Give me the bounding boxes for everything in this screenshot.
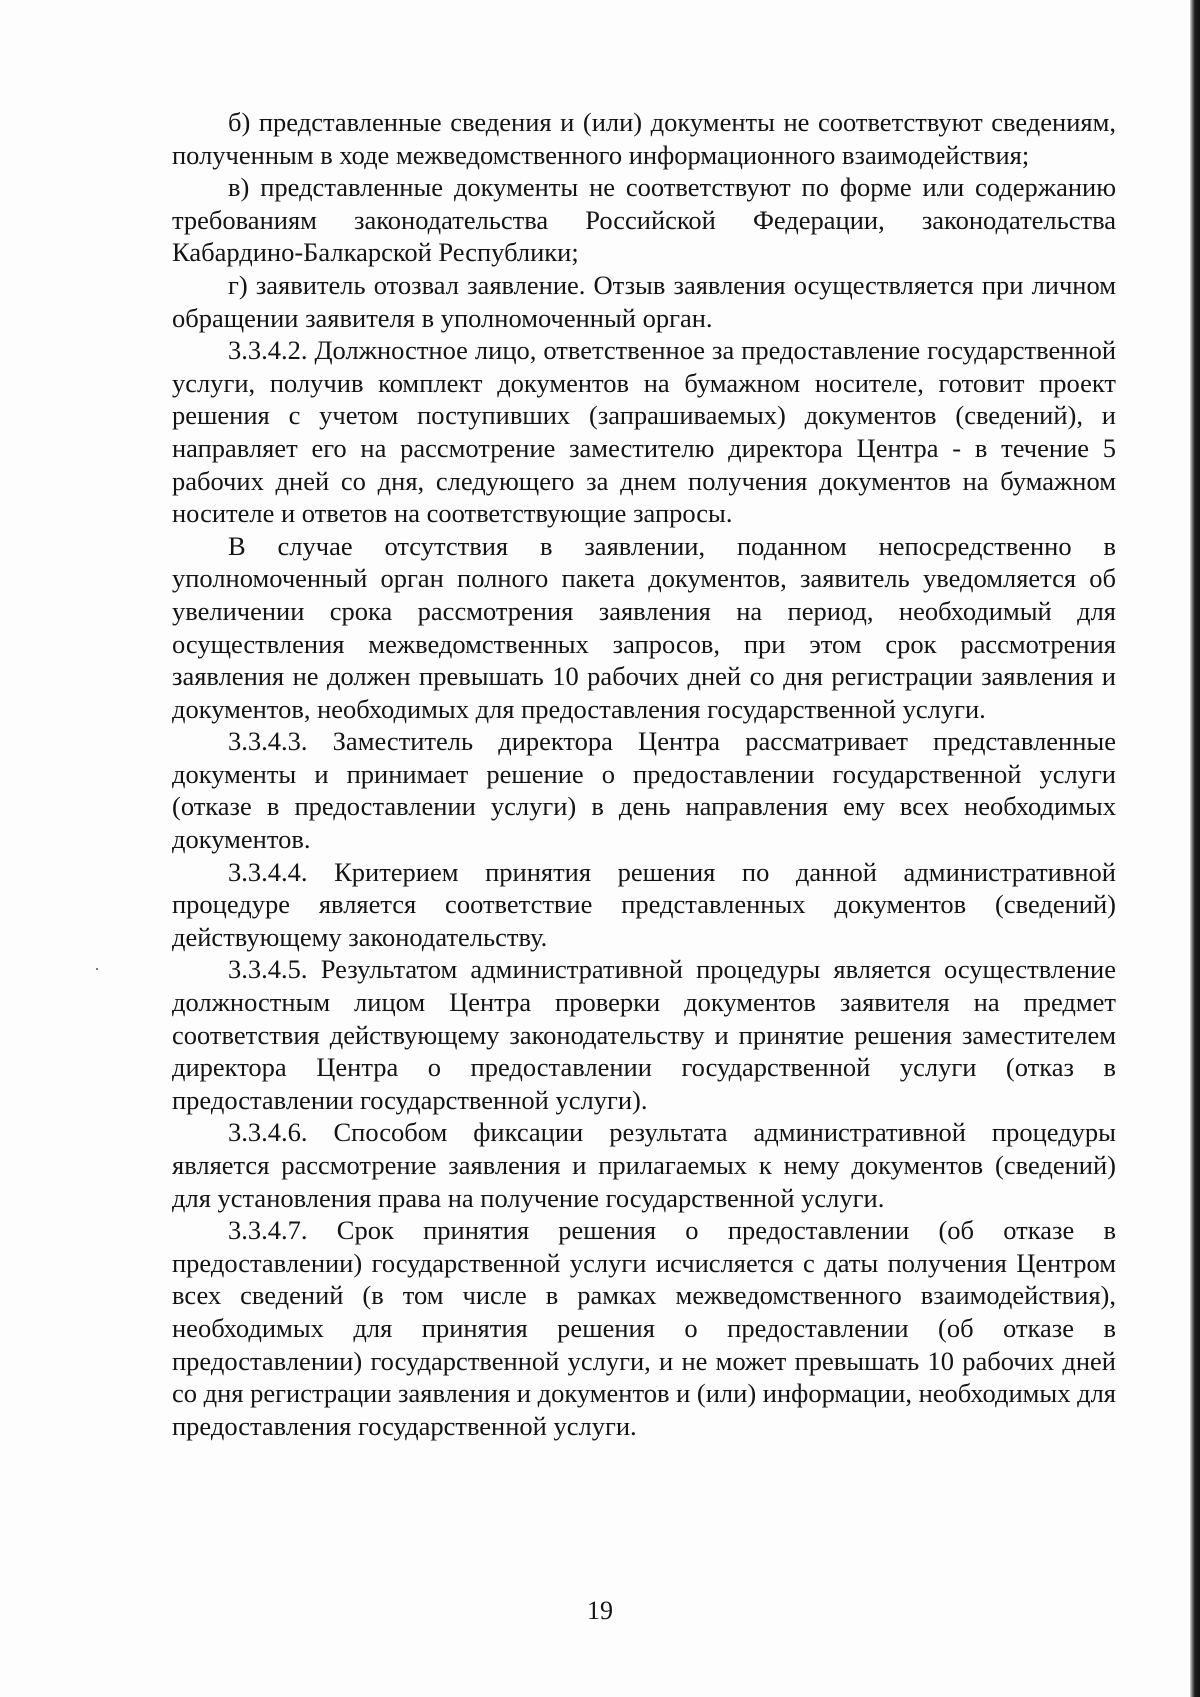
paragraph-3-3-4-7: 3.3.4.7. Срок принятия решения о предоставлении (об отказе в предоставлении) государственной услуги исчисляется с даты получения Центром всех сведений (в том числе в рамках межведомственного взаимодействия), необходимых для принятия решения о предоставлении (об отказе в предоставлении) государственной услуги, и не может превышать 10 рабочих дней со дня регистрации заявления и документов и (или) информации, необходимых для предоставления государственной услуги. (172, 1215, 1116, 1441)
paragraph-3-3-4-3: 3.3.4.3. Заместитель директора Центра рассматривает представленные документы и принимает решение о предоставлении государственной услуги (отказе в предоставлении услуги) в день направления ему всех необходимых документов. (172, 726, 1116, 855)
paragraph-item-v: в) представленные документы не соответствуют по форме или содержанию требованиям законодательства Российской Федерации, законодательства Кабардино-Балкарской Республики; (172, 172, 1116, 268)
paragraph-3-3-4-5: 3.3.4.5. Результатом административной процедуры является осуществление должностным лицом Центра проверки документов заявителя на предмет соответствия действующему законодательству и принятие решения заместителем директора Центра о предоставлении государственной услуги (отказ в предоставлении государственной услуги). (172, 954, 1116, 1115)
paragraph-incomplete-package: В случае отсутствия в заявлении, поданном непосредственно в уполномоченный орган полного пакета документов, заявитель уведомляется об увеличении срока рассмотрения заявления на период, необходимый для осуществления межведомственных запросов, при этом срок рассмотрения заявления не должен превышать 10 рабочих дней со дня регистрации заявления и документов, необходимых для предоставления государственной услуги. (172, 530, 1116, 724)
scan-edge-shadow (1190, 0, 1200, 1697)
paragraph-item-b: б) представленные сведения и (или) документы не соответствуют сведениям, полученным в ходе межведомственного информационного взаимодействия; (172, 107, 1116, 170)
document-body (172, 106, 1116, 1442)
paragraph-3-3-4-6: 3.3.4.6. Способом фиксации результата административной процедуры является рассмотрение заявления и прилагаемых к нему документов (сведений) для установления права на получение государственной услуги. (172, 1117, 1116, 1213)
paragraph-item-g: г) заявитель отозвал заявление. Отзыв заявления осуществляется при личном обращении заявителя в уполномоченный орган. (172, 269, 1116, 333)
paragraph-3-3-4-4: 3.3.4.4. Критерием принятия решения по данной административной процедуре является соответствие представленных документов (сведений) действующему законодательству. (172, 856, 1116, 952)
page-number: 19 (587, 1596, 613, 1625)
scan-speck (96, 968, 98, 970)
paragraph-3-3-4-2: 3.3.4.2. Должностное лицо, ответственное за предоставление государственной услуги, получив комплект документов на бумажном носителе, готовит проект решения с учетом поступивших (запрашиваемых) документов (сведений), и направляет его на рассмотрение заместителю директора Центра - в течение 5 рабочих дней со дня, следующего за днем получения документов на бумажном носителе и ответов на соответствующие запросы. (172, 335, 1116, 529)
